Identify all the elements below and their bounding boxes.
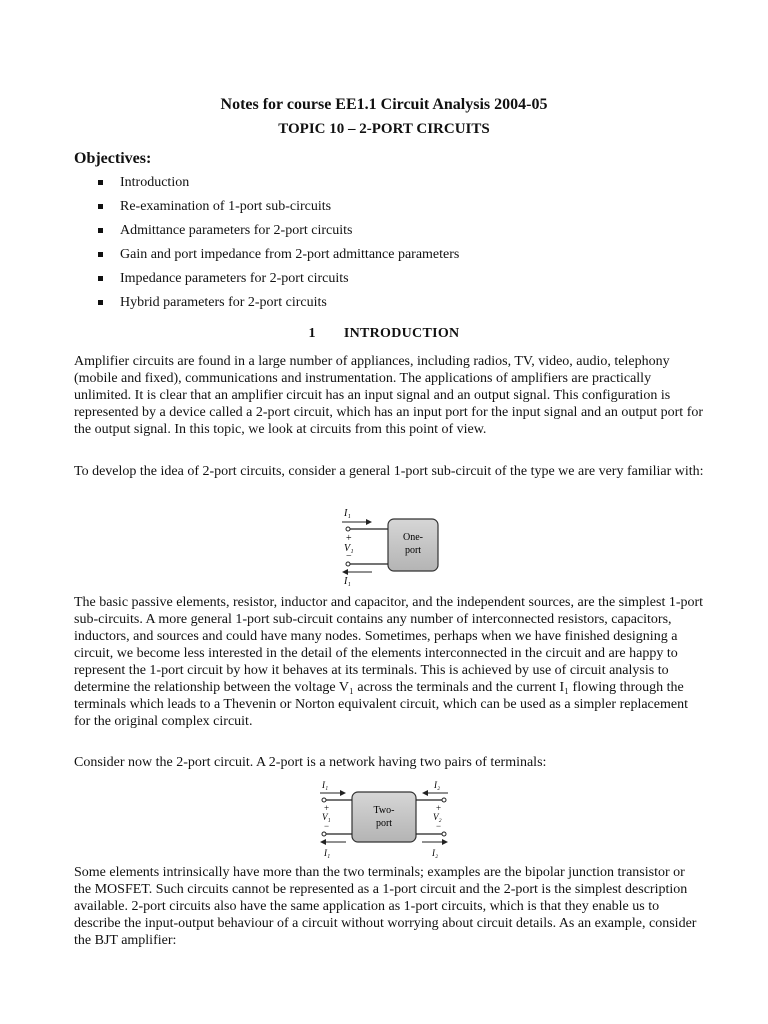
box-label-line2: port [375,818,393,829]
topic-title: TOPIC 10 – 2-PORT CIRCUITS [278,121,490,137]
box-label-line1: Two- [373,805,395,816]
section-heading [0,326,768,342]
list-item: Re-examination of 1-port sub-circuits [96,198,459,222]
plus-left-label: + [324,803,330,813]
current-label-bottom: I₁ [344,576,351,587]
two-port-box [352,792,416,842]
list-item: Admittance parameters for 2-port circuits [96,222,459,246]
terminal-icon [322,798,326,802]
v2-label: V₂ [433,812,442,822]
document-title: Notes for course EE1.1 Circuit Analysis 2004-05 [220,96,548,113]
bullet-icon [98,300,103,305]
terminal-icon [442,798,446,802]
list-item: Hybrid parameters for 2-port circuits [96,294,459,318]
i1-label-top: I₁ [322,780,329,790]
paragraph-two-port-description: Some elements intrinsically have more than the two terminals; examples are the bipolar junction transistor or the MOSFET. Such circuits cannot be represented as a 1-port circuit and the 2-port is the simplest description available. 2-port circuits also have the same application as 1-port circuits, which is that they enable us to describe the input-output behaviour of a circuit without worrying about circuit details. As an example, consider the BJT amplifier: [74,865,697,948]
i1-label-bottom: I₁ [324,848,331,858]
arrow-head-icon [340,790,346,796]
bullet-icon [98,180,103,185]
terminal-icon [346,527,350,531]
i2-label-bottom: I₂ [432,848,439,858]
minus-left-label: − [324,821,330,831]
paragraph-intro: Amplifier circuits are found in a large number of appliances, including radios, TV, video, audio, telephony (mobile and fixed), communications and instrumentation. The applications of amplifiers are practically unlimited. It is clear that an amplifier circuit has an input signal and an output signal. This configuration is represented by a device called a 2-port circuit, which has an input port for the input signal and an output port for the output signal. In this topic, we look at circuits from this point of view. [74,354,704,437]
terminal-icon [322,832,326,836]
arrow-head-icon [366,519,372,525]
voltage-label: V₁ [344,543,354,554]
list-item: Gain and port impedance from 2-port admittance parameters [96,246,459,270]
terminal-icon [346,562,350,566]
bullet-icon [98,204,103,209]
section-title: INTRODUCTION [343,326,460,341]
bullet-icon [98,228,103,233]
objectives-heading: Objectives: [74,150,152,167]
section-number: 1 [308,326,316,341]
minus-right-label: − [436,821,442,831]
list-item: Introduction [96,174,459,198]
paragraph-two-port-lead: Consider now the 2-port circuit. A 2-port is a network having two pairs of terminals: [74,755,547,770]
list-item: Impedance parameters for 2-port circuits [96,270,459,294]
arrow-head-icon [342,569,348,575]
two-port-figure [316,778,452,860]
paragraph-one-port-description: The basic passive elements, resistor, inductor and capacitor, and the independent sources, are the simplest 1-port sub-circuits. A more general 1-port sub-circuit contains any number of interconnected resistors, capacitors, inductors, and sources and could have many nodes. Sometimes, perhaps when we have finished designing a circuit, we become less interested in the detail of the elements interconnected in the circuit and are happy to represent the 1-port circuit by how it behaves at its terminals. This is achieved by use of circuit analysis to determine the relationship between the voltage V₁ across the terminals and the current I₁ flowing through the terminals which leads to a Thevenin or Norton equivalent circuit, which can be used as a simpler replacement for the original complex circuit. [74,595,704,729]
bullet-icon [98,252,103,257]
one-port-figure [336,502,446,588]
bullet-icon [98,276,103,281]
v1-label: V₁ [322,812,331,822]
current-label-top: I₁ [344,508,351,519]
terminal-icon [442,832,446,836]
arrow-head-icon [422,790,428,796]
arrow-head-icon [320,839,326,845]
plus-right-label: + [436,803,442,813]
plus-label: + [346,533,352,544]
box-label-line2: port [404,545,422,556]
i2-label-top: I₂ [434,780,441,790]
minus-label: − [346,551,352,562]
box-label-line1: One- [403,532,423,543]
paragraph-one-port-lead: To develop the idea of 2-port circuits, consider a general 1-port sub-circuit of the type we are very familiar with: [74,464,704,479]
arrow-head-icon [442,839,448,845]
objectives-list [96,174,459,318]
